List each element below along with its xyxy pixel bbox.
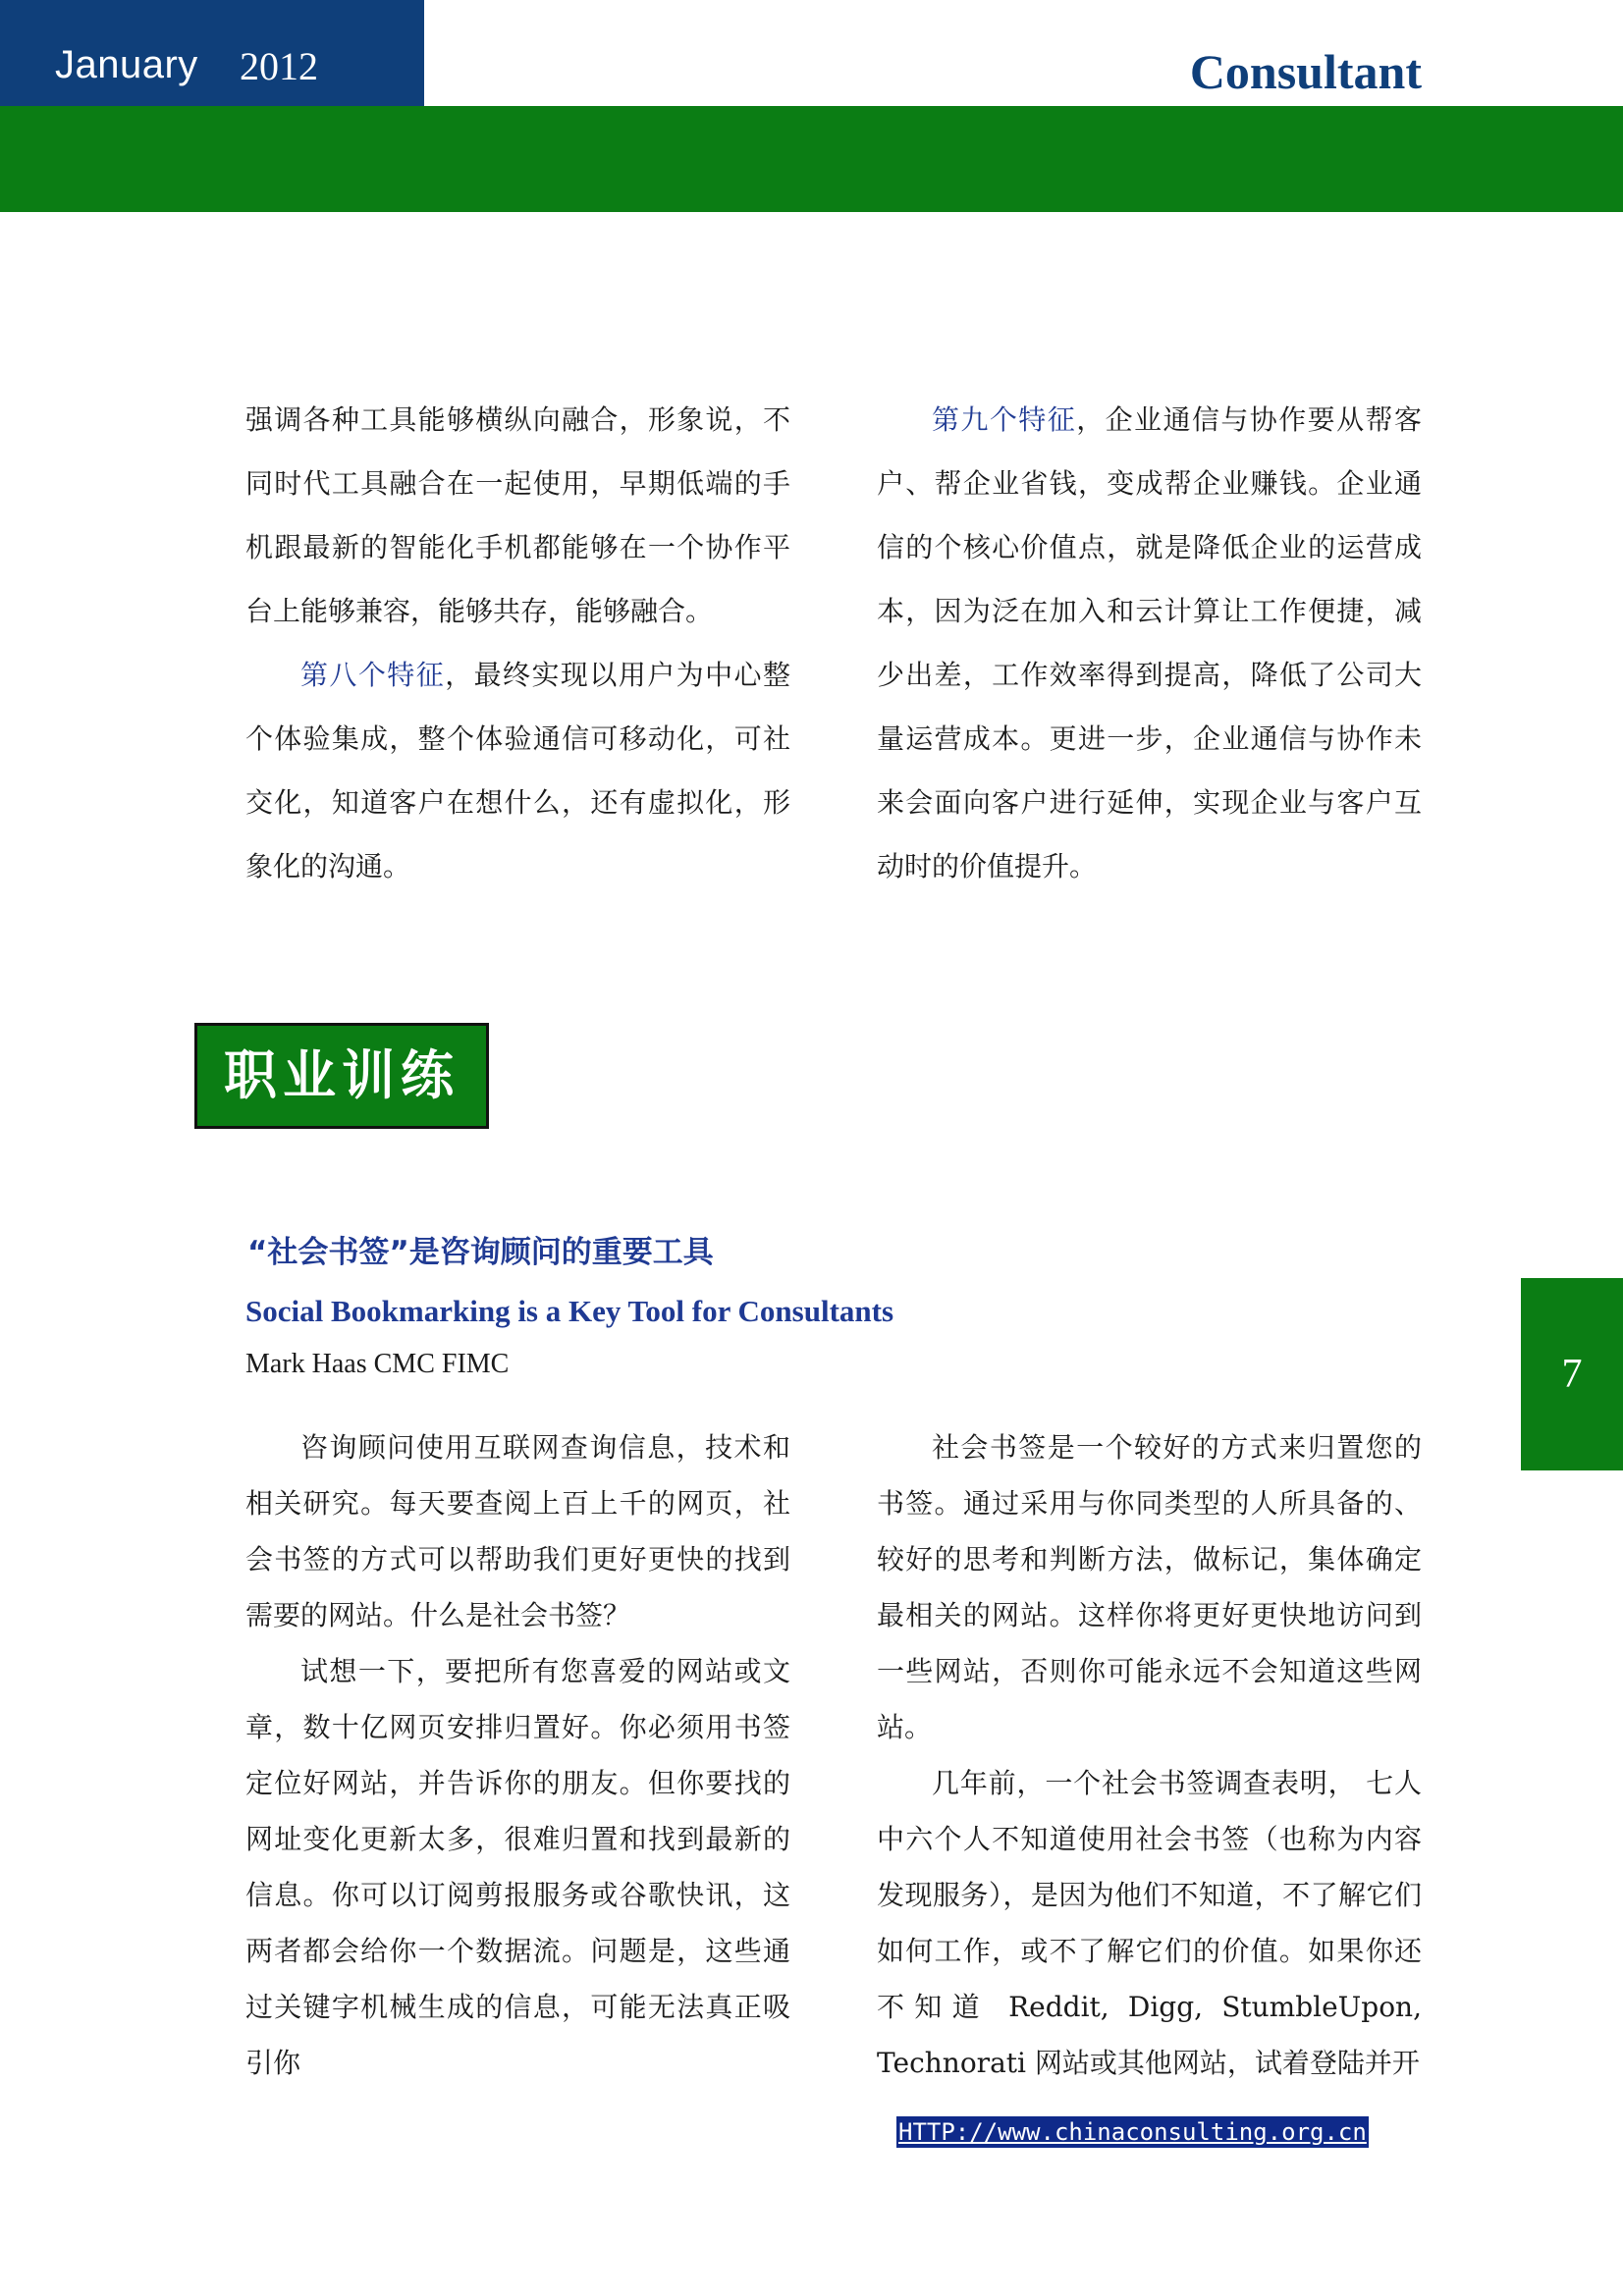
article-left-column [245,1419,790,2091]
paragraph: 强调各种工具能够横纵向融合，形象说，不同时代工具融合在一起使用，早期低端的手机跟最新的智能化手机都能够在一个协作平台上能够兼容，能够共存，能够融合。 [245,403,790,627]
header-date-block [0,0,424,106]
page-number-tab [1521,1278,1623,1470]
issue-year: 2012 [240,44,318,88]
paragraph-text: ，企业通信与协作要从帮客户、帮企业省钱，变成帮企业赚钱。企业通信的个核心价值点，就是降低企业的运营成本，因为泛在加入和云计算让工作便捷，减少出差，工作效率得到提高，降低了公司大量运营成本。更进一步，企业通信与协作未来会面向客户进行延伸，实现企业与客户互动时的价值提升。 [877,403,1422,882]
footer-url-link[interactable]: HTTP://www.chinaconsulting.org.cn [898,2118,1367,2146]
feature-heading: 第九个特征 [932,403,1077,436]
issue-month: January [55,43,198,86]
page-number: 7 [1561,1352,1583,1397]
top-right-column [877,388,1422,898]
article-author: Mark Haas CMC FIMC [245,1349,510,1379]
paragraph-text: ，最终实现以用户为中心整个体验集成，整个体验通信可移动化，可社交化，知道客户在想什么，还有虚拟化，形象化的沟通。 [245,659,790,882]
header-green-band [0,106,1623,212]
paragraph [245,643,790,898]
article-title-cn: “社会书签”是咨询顾问的重要工具 [247,1235,714,1270]
paragraph: 社会书签是一个较好的方式来归置您的书签。通过采用与你同类型的人所具备的、较好的思考和判断方法，做标记，集体确定最相关的网站。这样你将更好更快地访问到一些网站，否则你可能永远不会知道这些网站。 [877,1431,1422,1743]
paragraph: 几年前，一个社会书签调查表明， 七人中六个人不知道使用社会书签（也称为内容发现服务），是因为他们不知道，不了解它们如何工作，或不了解它们的价值。如果你还不知道 Reddit, Digg, StumbleUpon, Technorati 网站或其他网站，试着登陆并开 [877,1767,1422,2079]
feature-heading: 第八个特征 [300,659,446,691]
article-right-column [877,1419,1422,2091]
paragraph: 试想一下，要把所有您喜爱的网站或文章，数十亿网页安排归置好。你必须用书签定位好网站，并告诉你的朋友。但你要找的网址变化更新太多，很难归置和找到最新的信息。你可以订阅剪报服务或谷歌快讯，这两者都会给你一个数据流。问题是，这些通过关键字机械生成的信息，可能无法真正吸引你 [245,1655,790,2079]
paragraph [877,388,1422,898]
paragraph: 咨询顾问使用互联网查询信息，技术和相关研究。每天要查阅上百上千的网页，社会书签的方式可以帮助我们更好更快的找到需要的网站。什么是社会书签？ [245,1431,790,1631]
section-label: 职业训练 [194,1023,489,1129]
magazine-title: Consultant [1189,44,1422,99]
article-title-en: Social Bookmarking is a Key Tool for Consultants [245,1294,894,1328]
top-left-column [245,388,790,898]
